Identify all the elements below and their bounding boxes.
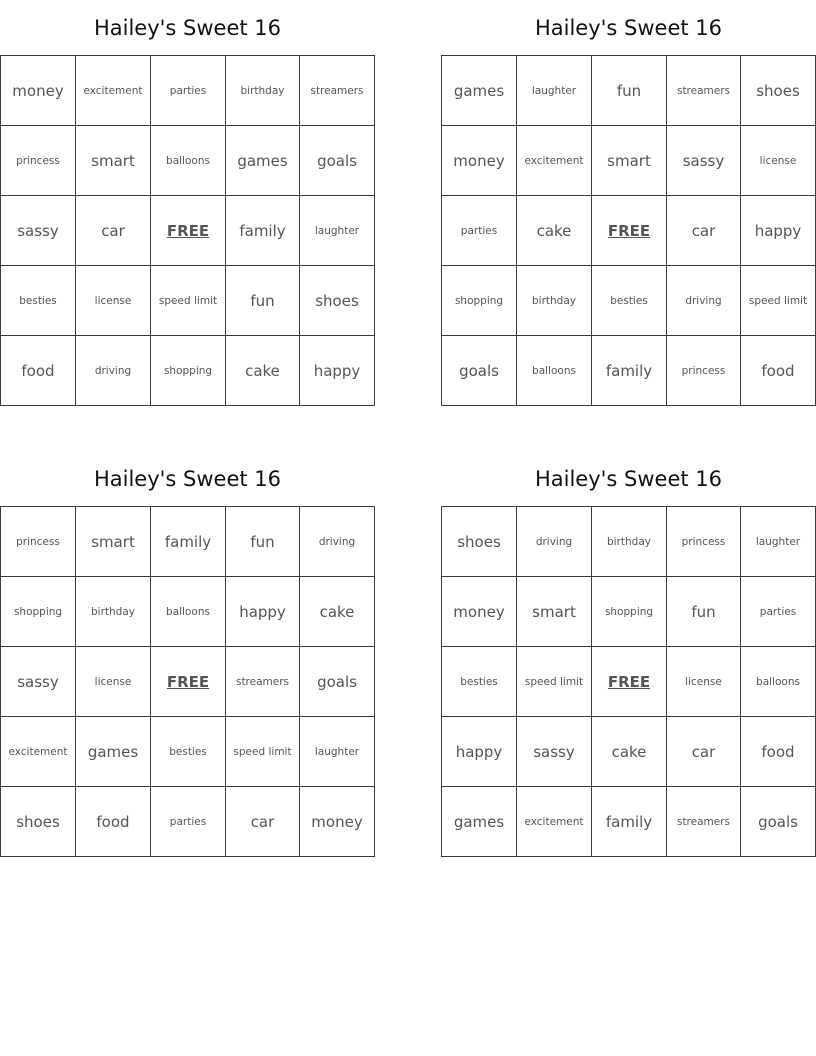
free-space-cell: FREE [151, 196, 226, 266]
bingo-cell: driving [517, 507, 592, 577]
bingo-cell: license [667, 647, 741, 717]
bingo-cell: cake [517, 196, 592, 266]
bingo-cell: happy [741, 196, 816, 266]
bingo-cell: laughter [741, 507, 816, 577]
bingo-cell: happy [442, 717, 517, 787]
bingo-cell: excitement [517, 787, 592, 857]
bingo-cell: happy [300, 336, 375, 406]
bingo-cell: balloons [517, 336, 592, 406]
bingo-cell: fun [226, 266, 300, 336]
bingo-cell: streamers [300, 56, 375, 126]
free-space-cell: FREE [151, 647, 226, 717]
bingo-cell: family [592, 336, 667, 406]
bingo-cell: car [667, 196, 741, 266]
bingo-cell: shoes [442, 507, 517, 577]
bingo-cell: driving [667, 266, 741, 336]
bingo-cell: sassy [1, 196, 76, 266]
bingo-cell: laughter [517, 56, 592, 126]
bingo-cell: shopping [151, 336, 226, 406]
bingo-cell: besties [151, 717, 226, 787]
bingo-cell: food [741, 717, 816, 787]
bingo-cell: happy [226, 577, 300, 647]
bingo-cell: parties [151, 787, 226, 857]
bingo-cell: car [76, 196, 151, 266]
bingo-cell: cake [592, 717, 667, 787]
bingo-cell: games [442, 787, 517, 857]
bingo-cell: fun [226, 507, 300, 577]
bingo-cell: goals [741, 787, 816, 857]
bingo-cell: driving [76, 336, 151, 406]
bingo-card-4 [441, 451, 816, 857]
bingo-grid [441, 506, 816, 857]
bingo-cell: birthday [592, 507, 667, 577]
bingo-cell: family [151, 507, 226, 577]
bingo-cell: besties [592, 266, 667, 336]
bingo-cell: balloons [151, 126, 226, 196]
bingo-cell: birthday [226, 56, 300, 126]
bingo-cell: speed limit [741, 266, 816, 336]
bingo-cell: smart [517, 577, 592, 647]
bingo-cell: shopping [592, 577, 667, 647]
bingo-cell: smart [592, 126, 667, 196]
bingo-cell: sassy [1, 647, 76, 717]
bingo-cell: fun [667, 577, 741, 647]
bingo-cell: laughter [300, 196, 375, 266]
bingo-cell: money [442, 577, 517, 647]
bingo-cell: shoes [1, 787, 76, 857]
bingo-cell: driving [300, 507, 375, 577]
bingo-card-3 [0, 451, 375, 857]
bingo-cell: smart [76, 507, 151, 577]
bingo-cell: cake [226, 336, 300, 406]
bingo-cell: games [442, 56, 517, 126]
bingo-cell: food [741, 336, 816, 406]
bingo-cell: parties [442, 196, 517, 266]
bingo-cell: games [76, 717, 151, 787]
bingo-cell: balloons [151, 577, 226, 647]
bingo-cell: food [76, 787, 151, 857]
bingo-cell: balloons [741, 647, 816, 717]
bingo-cell: family [592, 787, 667, 857]
bingo-cell: besties [442, 647, 517, 717]
bingo-grid [0, 506, 375, 857]
bingo-cell: shoes [300, 266, 375, 336]
bingo-cell: streamers [667, 787, 741, 857]
bingo-cell: shoes [741, 56, 816, 126]
bingo-cell: speed limit [226, 717, 300, 787]
bingo-cell: besties [1, 266, 76, 336]
bingo-cell: food [1, 336, 76, 406]
bingo-cell: cake [300, 577, 375, 647]
bingo-cell: speed limit [151, 266, 226, 336]
bingo-cell: shopping [1, 577, 76, 647]
bingo-cell: family [226, 196, 300, 266]
bingo-cell: parties [741, 577, 816, 647]
bingo-cell: shopping [442, 266, 517, 336]
bingo-cell: sassy [517, 717, 592, 787]
bingo-cell: princess [667, 336, 741, 406]
bingo-cell: laughter [300, 717, 375, 787]
bingo-cell: fun [592, 56, 667, 126]
bingo-cell: excitement [517, 126, 592, 196]
bingo-cell: princess [1, 507, 76, 577]
card-title: Hailey's Sweet 16 [534, 467, 723, 491]
free-space-cell: FREE [592, 647, 667, 717]
bingo-cell: goals [300, 126, 375, 196]
bingo-cell: streamers [226, 647, 300, 717]
bingo-cell: speed limit [517, 647, 592, 717]
bingo-cell: goals [442, 336, 517, 406]
bingo-cell: birthday [517, 266, 592, 336]
bingo-cell: goals [300, 647, 375, 717]
bingo-cell: princess [667, 507, 741, 577]
bingo-grid [0, 55, 375, 406]
bingo-cell: games [226, 126, 300, 196]
card-title: Hailey's Sweet 16 [93, 16, 282, 40]
card-title: Hailey's Sweet 16 [93, 467, 282, 491]
bingo-cell: excitement [76, 56, 151, 126]
bingo-cell: parties [151, 56, 226, 126]
bingo-cell: car [667, 717, 741, 787]
bingo-card-2 [441, 0, 816, 406]
card-title: Hailey's Sweet 16 [534, 16, 723, 40]
bingo-cell: sassy [667, 126, 741, 196]
bingo-cell: princess [1, 126, 76, 196]
bingo-cell: car [226, 787, 300, 857]
bingo-cell: streamers [667, 56, 741, 126]
bingo-cell: license [76, 647, 151, 717]
bingo-cell: money [300, 787, 375, 857]
bingo-card-1 [0, 0, 375, 406]
bingo-cell: excitement [1, 717, 76, 787]
bingo-cell: smart [76, 126, 151, 196]
bingo-cell: money [1, 56, 76, 126]
bingo-cell: license [76, 266, 151, 336]
bingo-cell: money [442, 126, 517, 196]
bingo-cell: license [741, 126, 816, 196]
free-space-cell: FREE [592, 196, 667, 266]
bingo-cell: birthday [76, 577, 151, 647]
bingo-grid [441, 55, 816, 406]
